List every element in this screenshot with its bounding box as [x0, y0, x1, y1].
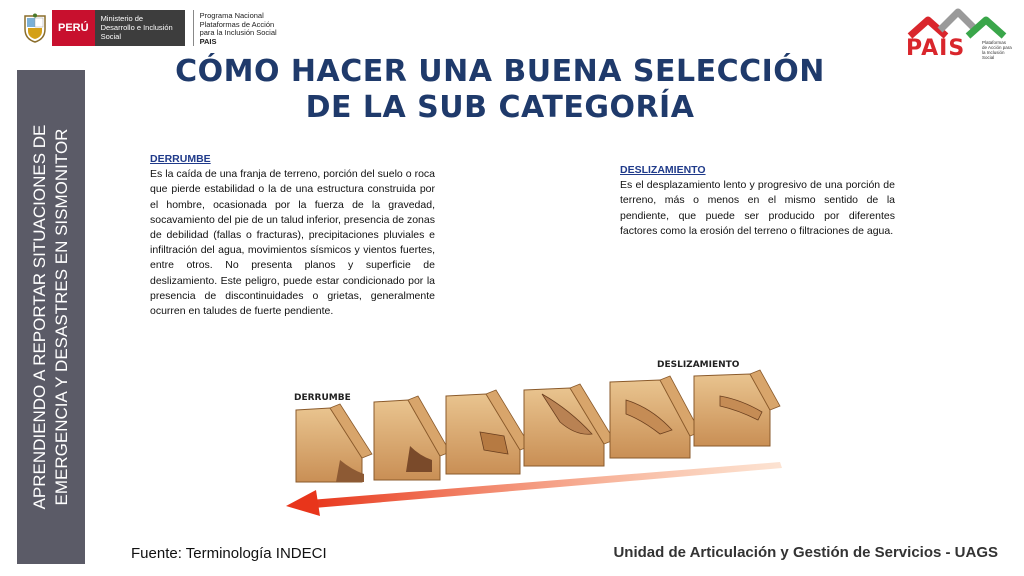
derrumbe-label: DERRUMBE — [294, 393, 351, 403]
program-label — [193, 10, 277, 46]
pais-logo-text — [906, 36, 965, 61]
coat-of-arms-icon — [22, 13, 48, 43]
terrain-block-5 — [610, 376, 700, 458]
ministry-logo — [22, 10, 277, 46]
sidebar-line-2: EMERGENCIA Y DESASTRES EN SISMONITOR — [52, 128, 71, 506]
derrumbe-body: Es la caída de una franja de terreno, porción del suelo o roca que pierde estabilidad o la de una estructura construida por el hombre, ocasionada por la fuerza de la gravedad, socavamiento del pie de un talud inferior, presencia de zonas de debilidad (fallas o fracturas), precipitaciones pluviales e infiltración del agua, movimientos sísmicos y vientos fuertes, entre otros. No presenta planos y superficie de deslizamiento. Este peligro, puede estar condicionado por la presencia de discontinuidades o grietas, generalmente ocurren en taludes de fuerte pendiente. — [150, 168, 435, 318]
derrumbe-section — [150, 152, 435, 319]
country-label: PERÚ — [52, 10, 95, 46]
pais-logo — [906, 8, 1014, 64]
pais-logo-word: PAIS — [906, 36, 966, 61]
derrumbe-heading: DERRUMBE — [150, 153, 211, 165]
terrain-block-6 — [694, 370, 780, 446]
program-line-1: Programa Nacional — [199, 11, 264, 20]
unit-label: Unidad de Articulación y Gestión de Servicios - UAGS — [613, 544, 998, 561]
pais-logo-subtitle: Plataformas de Acción para la Inclusión Social — [982, 40, 1012, 60]
deslizamiento-section — [620, 163, 895, 239]
sidebar-text — [29, 77, 73, 557]
deslizamiento-heading: DESLIZAMIENTO — [620, 164, 706, 176]
terrain-block-4 — [524, 384, 614, 466]
deslizamiento-label: DESLIZAMIENTO — [657, 360, 740, 370]
landslide-illustration — [280, 350, 800, 520]
terrain-block-2 — [374, 396, 450, 480]
program-line-2: Plataformas de Acción — [199, 19, 275, 29]
sidebar-banner — [17, 70, 85, 564]
source-note: Fuente: Terminología INDECI — [131, 545, 327, 562]
page-title — [150, 54, 850, 126]
terrain-block-1 — [296, 404, 372, 482]
program-line-3: para la Inclusión Social — [199, 28, 277, 37]
deslizamiento-body: Es el desplazamiento lento y progresivo de una porción de terreno, más o menos en el mismo sentido de la pendiente, que puede ser producido por diferentes factores como la erosión del terreno o filtraciones de agua. — [620, 179, 895, 237]
title-line-1: CÓMO HACER UNA BUENA SELECCIÓN — [175, 54, 825, 89]
terrain-block-3 — [446, 390, 530, 474]
sidebar-line-1: APRENDIENDO A REPORTAR SITUACIONES DE — [30, 124, 49, 510]
program-line-4: PAIS — [199, 36, 217, 46]
ministry-label: Ministerio de Desarrollo e Inclusión Social — [95, 10, 185, 46]
title-line-2: DE LA SUB CATEGORÍA — [305, 90, 695, 125]
